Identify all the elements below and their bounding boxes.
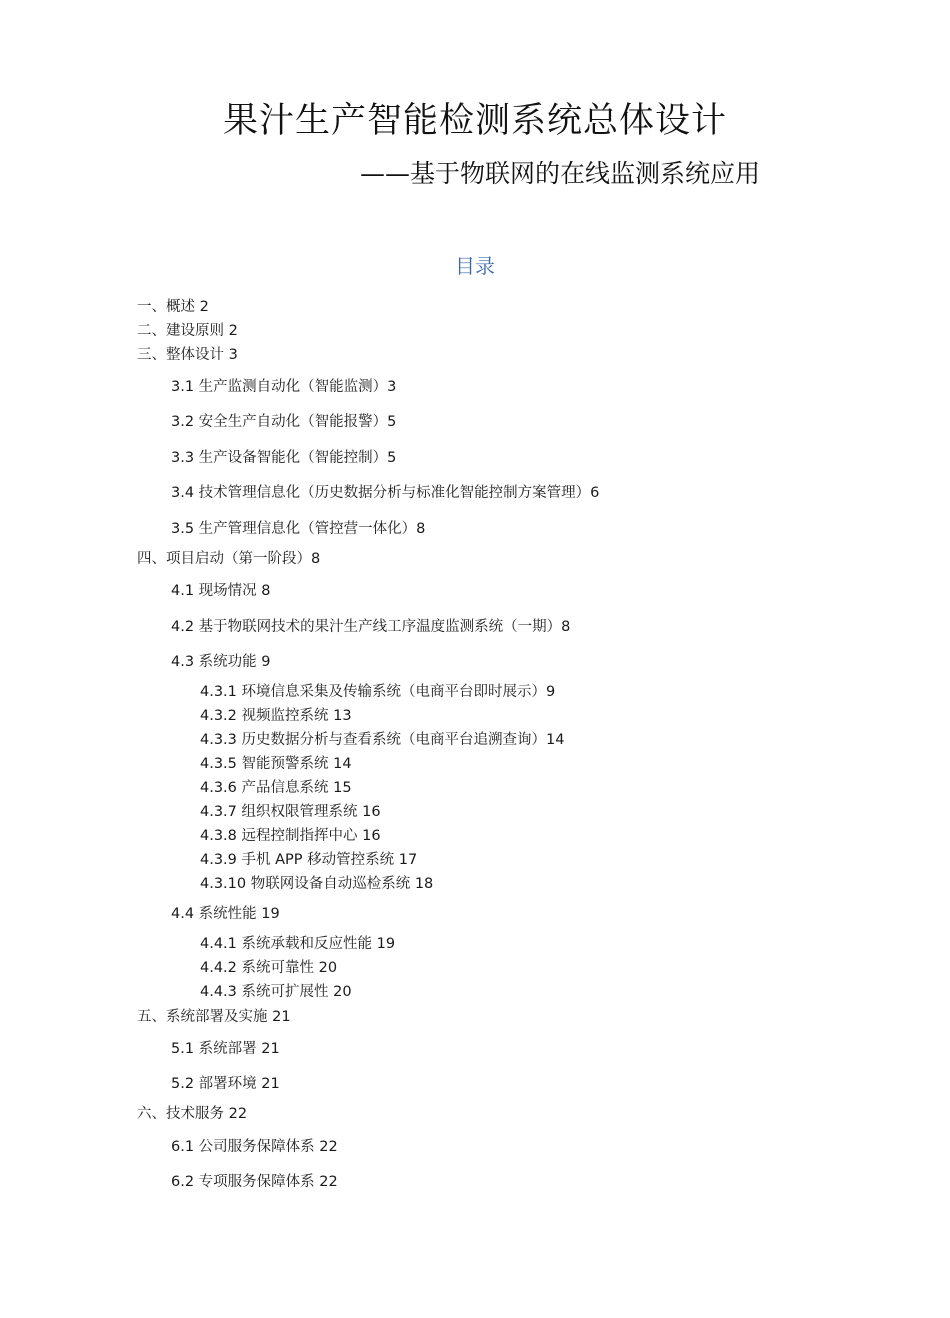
toc-entry[interactable]: 4.3.7 组织权限管理系统 16 (200, 804, 381, 820)
toc-entry[interactable]: 4.3.6 产品信息系统 15 (200, 780, 352, 796)
toc-entry[interactable]: 五、系统部署及实施 21 (137, 1009, 291, 1025)
toc-entry[interactable]: 4.3.2 视频监控系统 13 (200, 708, 352, 724)
toc-entry[interactable]: 3.2 安全生产自动化（智能报警）5 (171, 414, 397, 430)
toc-entry[interactable]: 4.3 系统功能 9 (171, 654, 271, 670)
toc-entry[interactable]: 4.3.5 智能预警系统 14 (200, 756, 352, 772)
toc-entry[interactable]: 4.2 基于物联网技术的果汁生产线工序温度监测系统（一期）8 (171, 619, 571, 635)
toc-entry[interactable]: 二、建设原则 2 (137, 323, 238, 339)
toc-entry[interactable]: 4.4.1 系统承载和反应性能 19 (200, 936, 396, 952)
toc-heading: 目录 (455, 254, 495, 278)
toc-entry[interactable]: 3.5 生产管理信息化（管控营一体化）8 (171, 521, 426, 537)
toc-entry[interactable]: 4.4.2 系统可靠性 20 (200, 960, 338, 976)
toc-entry[interactable]: 4.3.1 环境信息采集及传输系统（电商平台即时展示）9 (200, 684, 556, 700)
toc-entry[interactable]: 5.1 系统部署 21 (171, 1041, 280, 1057)
toc-entry[interactable]: 4.3.10 物联网设备自动巡检系统 18 (200, 876, 434, 892)
document-title: 果汁生产智能检测系统总体设计 (222, 101, 727, 141)
toc-entry[interactable]: 3.3 生产设备智能化（智能控制）5 (171, 450, 397, 466)
toc-entry[interactable]: 4.4 系统性能 19 (171, 906, 280, 922)
toc-entry[interactable]: 6.2 专项服务保障体系 22 (171, 1174, 338, 1190)
toc-entry[interactable]: 6.1 公司服务保障体系 22 (171, 1139, 338, 1155)
toc-entry[interactable]: 5.2 部署环境 21 (171, 1076, 280, 1092)
toc-entry[interactable]: 3.1 生产监测自动化（智能监测）3 (171, 379, 397, 395)
toc-entry[interactable]: 4.4.3 系统可扩展性 20 (200, 984, 352, 1000)
document-subtitle: ——基于物联网的在线监测系统应用 (360, 159, 761, 188)
toc-entry[interactable]: 一、概述 2 (137, 299, 209, 315)
toc-entry[interactable]: 三、整体设计 3 (137, 347, 238, 363)
toc-entry[interactable]: 4.3.3 历史数据分析与查看系统（电商平台追溯查询）14 (200, 732, 565, 748)
toc-entry[interactable]: 六、技术服务 22 (137, 1106, 248, 1122)
toc-entry[interactable]: 4.3.8 远程控制指挥中心 16 (200, 828, 381, 844)
toc-entry[interactable]: 四、项目启动（第一阶段）8 (137, 551, 321, 567)
toc-entry[interactable]: 4.3.9 手机 APP 移动管控系统 17 (200, 852, 418, 868)
toc-entry[interactable]: 3.4 技术管理信息化（历史数据分析与标准化智能控制方案管理）6 (171, 485, 600, 501)
toc-entry[interactable]: 4.1 现场情况 8 (171, 583, 271, 599)
